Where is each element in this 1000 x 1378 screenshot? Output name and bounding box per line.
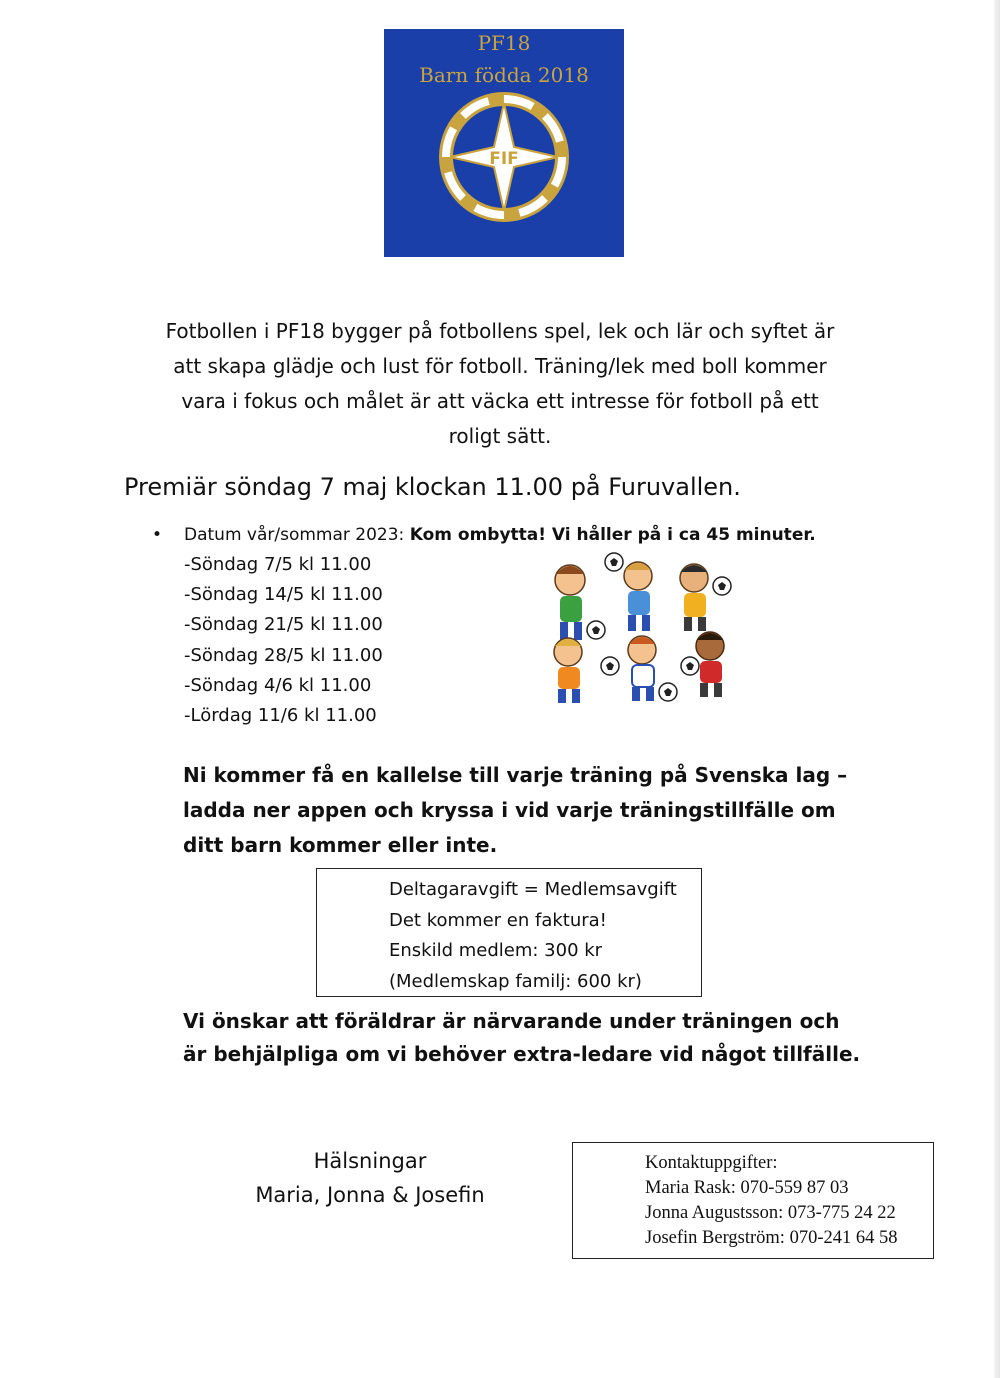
logo-title: PF18	[477, 31, 531, 55]
kids-football-illustration	[538, 546, 742, 706]
kid-figure	[628, 636, 656, 701]
contact-person: Josefin Bergström: 070-241 64 58	[645, 1228, 898, 1248]
premiere-heading: Premiär söndag 7 maj klockan 11.00 på Furuvallen.	[124, 473, 741, 501]
emblem-text: FIF	[489, 149, 519, 169]
fee-line: Enskild medlem: 300 kr	[389, 940, 603, 961]
parents-note	[183, 1005, 923, 1071]
callout-line: Ni kommer få en kallelse till varje träning på Svenska lag –	[183, 763, 848, 787]
fee-line: (Medlemskap familj: 600 kr)	[389, 970, 642, 992]
page-edge	[994, 0, 1000, 1378]
kid-figure	[554, 638, 582, 703]
svenska-lag-callout	[183, 758, 883, 863]
kid-figure	[696, 632, 724, 697]
parents-line: är behjälpliga om vi behöver extra-ledare vid något tillfälle.	[183, 1042, 861, 1066]
fee-line: Det kommer en faktura!	[389, 909, 607, 931]
football-icon	[659, 683, 677, 701]
intro-line: vara i fokus och målet är att väcka ett intresse för fotboll på ett	[181, 389, 819, 413]
bullet-icon: •	[152, 525, 163, 545]
date-item: -Söndag 21/5 kl 11.00	[184, 614, 383, 636]
contact-heading: Kontaktuppgifter:	[645, 1153, 778, 1173]
intro-line: Fotbollen i PF18 bygger på fotbollens spel, lek och lär och syftet är	[165, 319, 835, 343]
date-item: -Söndag 14/5 kl 11.00	[184, 584, 383, 606]
greeting	[220, 1144, 520, 1212]
fee-line: Deltagaravgift = Medlemsavgift	[389, 879, 677, 900]
kid-figure	[680, 564, 708, 631]
schedule-heading	[152, 522, 912, 548]
schedule-note: Kom ombytta! Vi håller på i ca 45 minuter.	[409, 525, 816, 545]
fee-box	[316, 868, 702, 997]
kid-figure	[555, 565, 585, 640]
logo-subtitle: Barn födda 2018	[419, 63, 589, 87]
parents-line: Vi önskar att föräldrar är närvarande under träningen och	[183, 1009, 840, 1033]
schedule-label: Datum vår/sommar 2023:	[184, 525, 410, 545]
contact-person: Maria Rask: 070-559 87 03	[645, 1178, 849, 1198]
date-item: -Lördag 11/6 kl 11.00	[184, 705, 377, 727]
date-item: -Söndag 7/5 kl 11.00	[184, 554, 372, 575]
club-logo	[384, 29, 624, 257]
football-icon	[713, 577, 731, 595]
callout-line: ditt barn kommer eller inte.	[183, 833, 498, 857]
football-icon	[605, 553, 623, 571]
date-item: -Söndag 4/6 kl 11.00	[184, 674, 372, 696]
contact-person: Jonna Augustsson: 073-775 24 22	[645, 1203, 896, 1223]
football-icon	[681, 657, 699, 675]
greeting-line: Hälsningar	[313, 1149, 427, 1173]
callout-line: ladda ner appen och kryssa i vid varje träningstillfälle om	[183, 798, 836, 822]
club-emblem-icon	[436, 89, 572, 225]
intro-line: roligt sätt.	[448, 424, 552, 448]
date-item: -Söndag 28/5 kl 11.00	[184, 644, 383, 666]
football-icon	[587, 621, 605, 639]
contact-box	[572, 1142, 934, 1259]
football-icon	[601, 657, 619, 675]
kid-figure	[624, 562, 652, 631]
greeting-signers: Maria, Jonna & Josefin	[255, 1183, 485, 1207]
intro-paragraph	[120, 314, 880, 454]
intro-line: att skapa glädje och lust för fotboll. Träning/lek med boll kommer	[173, 354, 827, 378]
date-list	[184, 550, 484, 731]
